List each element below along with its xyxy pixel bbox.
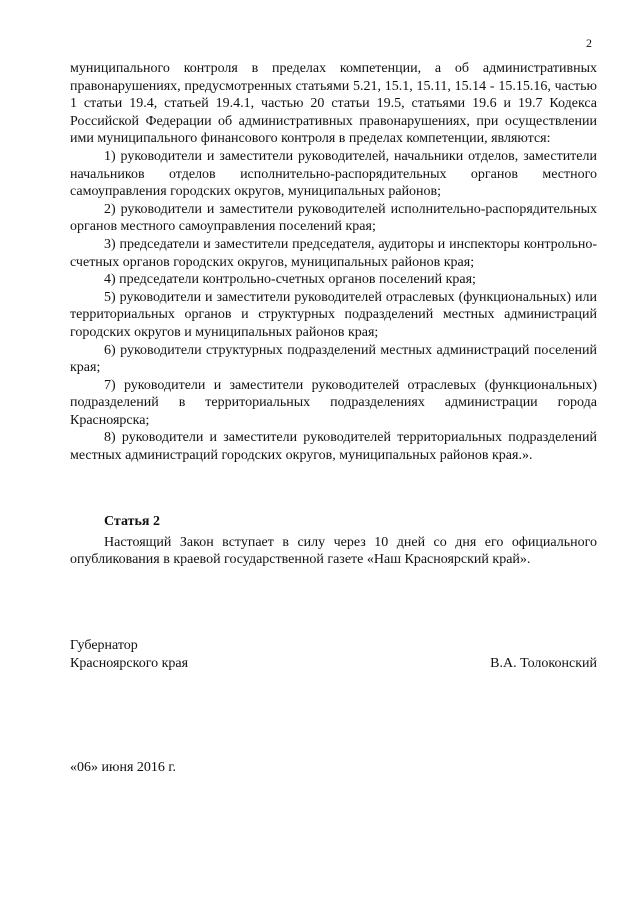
article-2 xyxy=(70,513,597,569)
list-item: 5) руководители и заместители руководителей отраслевых (функциональных) или территориальных органов и структурных подразделений местных администраций городских округов и муниципальных районов края; xyxy=(70,289,597,340)
signature-block xyxy=(70,637,597,672)
list-item: 4) председатели контрольно-счетных органов поселений края; xyxy=(104,272,476,288)
list-item: 2) руководители и заместители руководителей исполнительно-распорядительных органов местного самоуправления поселений края; xyxy=(70,201,597,235)
list-item: 3) председатели и заместители председателя, аудиторы и инспекторы контрольно-счетных органов городских округов, муниципальных районов края; xyxy=(70,236,597,270)
signatory-position: Губернатор xyxy=(70,638,138,653)
article-text: Настоящий Закон вступает в силу через 10 дней со дня его официального опубликования в краевой государственной газете «Наш Красноярский край». xyxy=(70,534,597,568)
list-item: 1) руководители и заместители руководителей, начальники отделов, заместители начальников отделов исполнительно-распорядительных органов местного самоуправления городских округов, муниципальных районов; xyxy=(70,148,597,200)
document-body xyxy=(70,60,597,465)
article-heading: Статья 2 xyxy=(104,514,160,529)
intro-paragraph: муниципального контроля в пределах компетенции, а об административных правонарушениях, предусмотренных статьями 5.21, 15.1, 15.11, 15.14 - 15.15.16, частью 1 статьи 19.4, статьей 19.4.1, частью 20 статьи 19.5, статьями 19.6 и 19.7 Кодекса Российской Федерации об административных правонарушениях, при осуществлении ими муниципального финансового контроля в пределах компетенции, являются: xyxy=(70,61,597,147)
list-item: 6) руководители структурных подразделений местных администраций поселений края; xyxy=(70,342,597,376)
page-number: 2 xyxy=(586,36,592,50)
signatory-region: Красноярского края xyxy=(70,655,189,671)
signatory-name: В.А. Толоконский xyxy=(490,655,597,671)
list-item: 8) руководители и заместители руководителей территориальных подразделений местных администраций городских округов, муниципальных районов края.». xyxy=(70,430,597,464)
document-date: «06» июня 2016 г. xyxy=(70,760,177,775)
list-item: 7) руководители и заместители руководителей отраслевых (функциональных) подразделений в территориальных подразделениях администрации города Красноярска; xyxy=(70,377,597,428)
